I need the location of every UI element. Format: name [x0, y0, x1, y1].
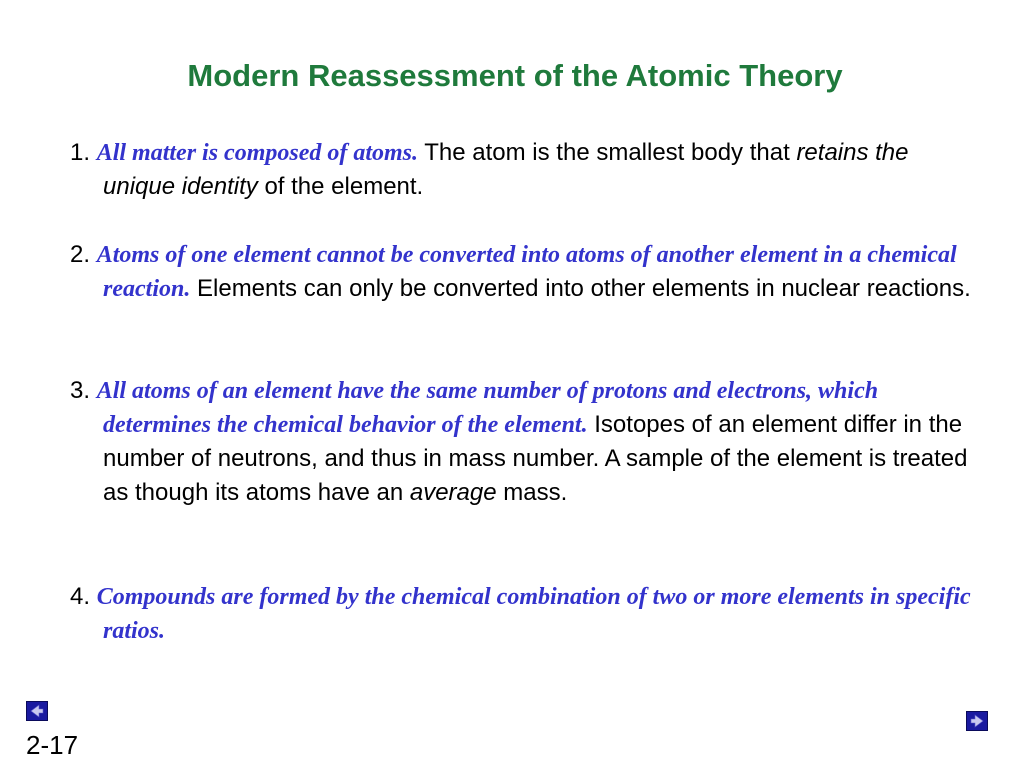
point-4 — [70, 580, 983, 648]
arrow-right-icon — [969, 714, 985, 728]
point-italic-text: retains the unique identity — [103, 139, 909, 200]
point-number: 4. — [70, 583, 91, 610]
next-slide-button[interactable] — [966, 711, 988, 731]
point-emphasis: Atoms of one element cannot be converted into atoms of another element in a chemical reaction. — [96, 242, 957, 302]
point-text: mass. — [503, 479, 568, 506]
point-number: 3. — [70, 377, 91, 404]
page-number: 2-17 — [26, 730, 79, 760]
point-emphasis: Compounds are formed by the chemical combination of two or more elements in specific ratios. — [96, 584, 971, 644]
point-emphasis: All atoms of an element have the same number of protons and electrons, which determines the chemical behavior of the element. — [96, 378, 879, 438]
point-2 — [70, 238, 983, 306]
point-text: of the element. — [264, 173, 424, 200]
point-text: The atom is the smallest body that — [424, 139, 790, 166]
previous-slide-button[interactable] — [26, 701, 48, 721]
point-text: Elements can only be converted into other elements in nuclear reactions. — [197, 275, 971, 302]
point-number: 1. — [70, 139, 91, 166]
point-3 — [70, 374, 983, 510]
point-1 — [70, 136, 983, 204]
point-italic-text: average — [409, 479, 497, 506]
slide-title: Modern Reassessment of the Atomic Theory — [187, 58, 843, 93]
arrow-left-icon — [29, 704, 45, 718]
point-emphasis: All matter is composed of atoms. — [96, 140, 419, 166]
point-number: 2. — [70, 241, 91, 268]
point-text: Isotopes of an element differ in the number of neutrons, and thus in mass number. A sample of the element is treated as though its atoms have an — [103, 411, 968, 506]
